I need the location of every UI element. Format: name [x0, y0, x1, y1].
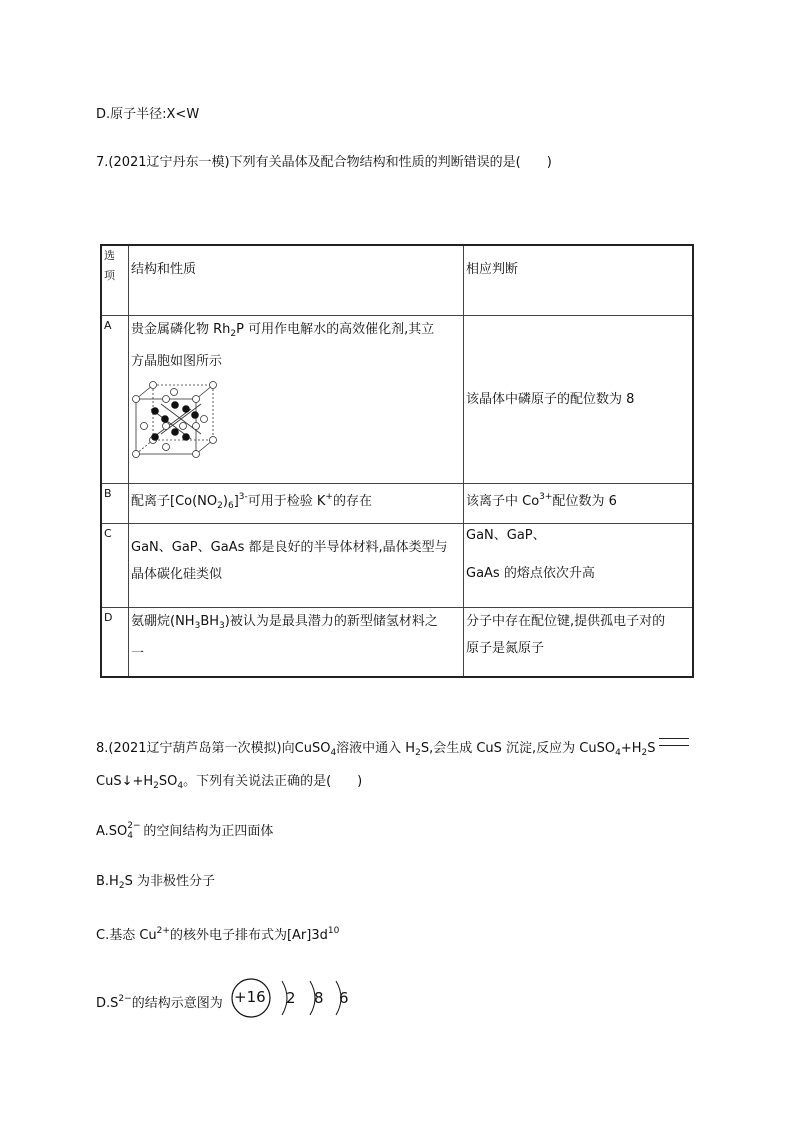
table-row-c — [101, 523, 693, 607]
row-a-option: A — [101, 315, 129, 483]
header-judgment: 相应判断 — [464, 245, 694, 315]
row-b-option: B — [101, 483, 129, 523]
q7-table — [100, 244, 694, 678]
q8-option-a: A.SO 2− 4 的空间结构为正四面体 — [96, 821, 274, 841]
q8-option-c: C.基态 $Cu^{2+}$的核外电子排布式为$[Ar]3d^{10}$ — [96, 926, 340, 943]
q8-stem-line1: 8.(2021辽宁葫芦岛第一次模拟)向CuSO$_4$溶液中通入 $H_2S$,会生成 CuS 沉淀,反应为 $CuSO_4+H_2S$ — [96, 738, 689, 762]
q8-option-b: $B.H_2S$ 为非极性分子 — [96, 874, 215, 891]
crystal-cell-diagram — [131, 379, 221, 459]
header-option: 选项 — [101, 245, 129, 315]
q8-option-d: $D.S^{2-}$的结构示意图为 — [96, 994, 223, 1011]
q7-stem: 7.(2021辽宁丹东一模)下列有关晶体及配合物结构和性质的判断错误的是( ) — [96, 155, 552, 170]
row-b-structure: 配离子$[Co(NO_2)_6]^{3-}$可用于检验 K+的存在 — [129, 483, 464, 523]
row-c-structure: GaN、GaP、GaAs 都是良好的半导体材料,晶体类型与 晶体碳化硅类似 — [129, 523, 464, 607]
row-a-structure: 贵金属磷化物 $Rh_2P$ 可用作电解水的高效催化剂,其立 方晶胞如图所示 — [129, 315, 464, 483]
equals-sign — [659, 738, 689, 746]
table-row-d — [101, 607, 693, 677]
header-structure: 结构和性质 — [129, 245, 464, 315]
shell-2: 8 — [314, 989, 324, 1007]
row-d-judgment: 分子中存在配位键,提供孤电子对的 原子是氮原子 — [464, 607, 694, 677]
row-d-option: D — [101, 607, 129, 677]
row-a-judgment: 该晶体中磷原子的配位数为 8 — [464, 315, 694, 483]
q6-option-d: D.原子半径:X<W — [96, 107, 200, 122]
nucleus-charge: +16 — [234, 988, 266, 1006]
q8-stem-line2: $CuS↓+H_2SO_4$。下列有关说法正确的是( ) — [96, 774, 363, 791]
row-c-option: C — [101, 523, 129, 607]
table-row-b — [101, 483, 693, 523]
row-c-judgment: GaN、GaP、 GaAs 的熔点依次升高 — [464, 523, 694, 607]
shell-1: 2 — [286, 989, 296, 1007]
row-b-judgment: 该离子中 $Co^{3+}$配位数为 6 — [464, 483, 694, 523]
sulfide-ion-diagram — [230, 975, 360, 1025]
table-row-a — [101, 315, 693, 483]
row-d-structure: 氨硼烷$(NH_3BH_3)$被认为是最具潜力的新型储氢材料之 一 — [129, 607, 464, 677]
shell-3: 6 — [339, 989, 349, 1007]
table-header-row — [101, 245, 693, 315]
